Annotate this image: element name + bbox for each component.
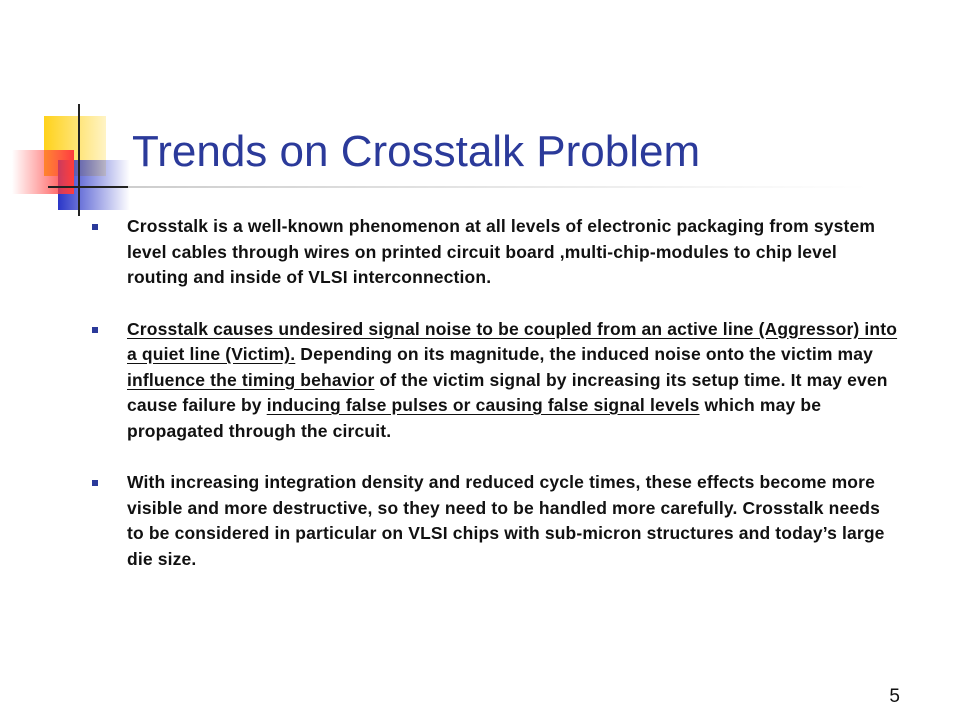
bullet-text: Depending on its magnitude, the induced noise onto the victim may bbox=[295, 344, 874, 364]
bullet-text: Crosstalk is a well-known phenomenon at all levels of electronic packaging from system level cables through wires on printed circuit board ,multi-chip-modules to chip level routing and inside of VLSI interconnection. bbox=[127, 216, 876, 287]
page-number: 5 bbox=[889, 686, 900, 707]
underlined-phrase: inducing false pulses or causing false signal levels bbox=[266, 395, 700, 415]
underlined-phrase: influence the timing behavior bbox=[127, 369, 375, 390]
square-bullet-icon bbox=[92, 327, 98, 333]
bullet-item bbox=[90, 317, 900, 445]
bullet-text: With increasing integration density and reduced cycle times, these effects become more visible and more destructive, so they need to be handled more carefully. Crosstalk needs to be considered in particular on VLSI chips with sub-micron structures and today’s large die size. bbox=[127, 472, 885, 569]
horizontal-line bbox=[48, 186, 128, 188]
slide-title: Trends on Crosstalk Problem bbox=[132, 127, 701, 176]
vertical-line bbox=[78, 104, 80, 216]
bullet-text: which may be propagated through the circuit. bbox=[127, 395, 822, 441]
bullet-text: of the victim signal by increasing its setup time. It may even cause failure by bbox=[127, 369, 888, 415]
square-bullet-icon bbox=[92, 224, 98, 230]
bullet-item bbox=[90, 470, 900, 572]
square-bullet-icon bbox=[92, 480, 98, 486]
title-underline bbox=[48, 186, 868, 188]
bullet-list bbox=[90, 214, 900, 572]
underlined-phrase: Crosstalk causes undesired signal noise to be coupled from an active line (Aggressor) into a quiet line (Victim). bbox=[127, 318, 898, 364]
title-decoration bbox=[0, 0, 960, 230]
bullet-item bbox=[90, 214, 900, 291]
